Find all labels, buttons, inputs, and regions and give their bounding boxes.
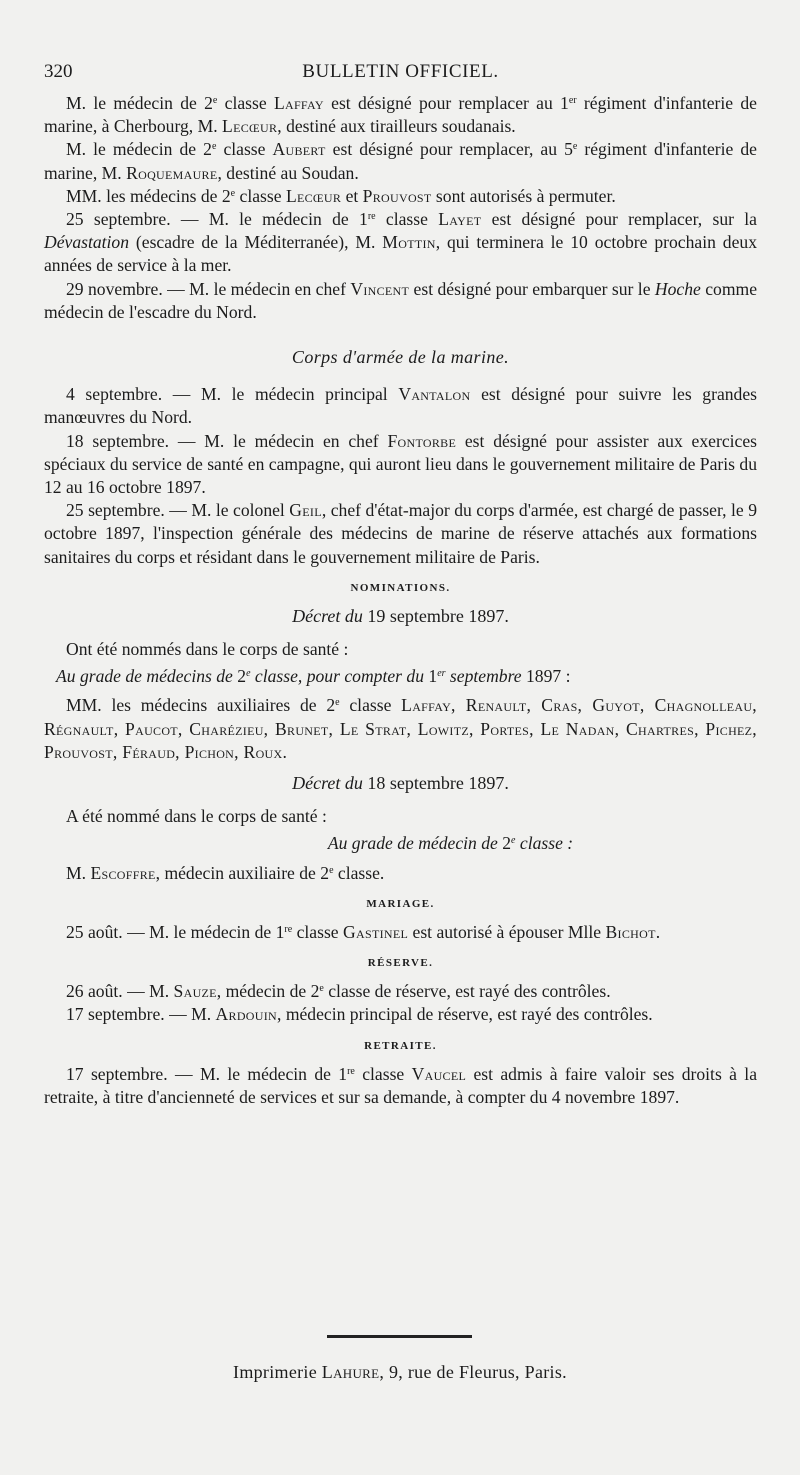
section-title-corps: Corps d'armée de la marine. bbox=[291, 347, 510, 368]
running-head bbox=[44, 60, 757, 90]
paragraph-vincent: 29 novembre. — M. le médecin en chef Vincent est désigné pour embarquer sur le Hoche comme médecin de l'escadre du Nord. bbox=[44, 278, 758, 322]
paragraph-vantalon: 4 septembre. — M. le médecin principal Vantalon est désigné pour suivre les grandes manœuvres du Nord. bbox=[44, 384, 757, 428]
heading-retraite: RETRAITE. bbox=[364, 1039, 437, 1052]
paragraph-layet: 25 septembre. — M. le médecin de 1re classe Layet est désigné pour remplacer, sur la Dévastation (escadre de la Méditerranée), M. Mottin, qui terminera le 10 octobre prochain deux années de service à la mer. bbox=[44, 209, 757, 276]
paragraph-sauze: 26 août. — M. Sauze, médecin de 2e classe de réserve, est rayé des contrôles. bbox=[66, 981, 611, 1002]
heading-nominations: NOMINATIONS. bbox=[350, 581, 451, 594]
paragraph-geil: 25 septembre. — M. le colonel Geil, chef d'état-major du corps d'armée, est chargé de passer, le 9 octobre 1897, l'inspection générale des médecins de marine de réserve attachés aux formations sanitaires du corps et résidant dans le gouvernement militaire de Paris. bbox=[44, 500, 757, 567]
running-title: BULLETIN OFFICIEL. bbox=[302, 61, 499, 82]
paragraph-ont-ete-nommes: Ont été nommés dans le corps de santé : bbox=[66, 639, 349, 660]
page-body bbox=[44, 60, 757, 1109]
page-number: 320 bbox=[44, 61, 73, 82]
paragraph-aubert: M. le médecin de 2e classe Aubert est désigné pour remplacer, au 5e régiment d'infanterie de marine, M. Roquemaure, destiné au Soudan. bbox=[44, 139, 757, 183]
paragraph-gastinel: 25 août. — M. le médecin de 1re classe Gastinel est autorisé à épouser Mlle Bichot. bbox=[66, 921, 661, 942]
paragraph-vaucel: 17 septembre. — M. le médecin de 1re classe Vaucel est admis à faire valoir ses droits à la retraite, à titre d'ancienneté de services et sur sa demande, à compter du 4 novembre 1897. bbox=[44, 1063, 757, 1107]
footer-rule bbox=[327, 1335, 472, 1338]
paragraph-fontorbe: 18 septembre. — M. le médecin en chef Fontorbe est désigné pour assister aux exercices spéciaux du service de santé en campagne, qui auront lieu dans le gouvernement militaire de Paris du 12 au 16 octobre 1897. bbox=[44, 430, 757, 498]
paragraph-ardouin: 17 septembre. — M. Ardouin, médecin principal de réserve, est rayé des contrôles. bbox=[66, 1004, 653, 1025]
grade-medecin-2e-classe: Au grade de médecin de 2e classe : bbox=[327, 833, 574, 854]
heading-reserve: RÉSERVE. bbox=[367, 957, 434, 970]
paragraph-a-ete-nomme: A été nommé dans le corps de santé : bbox=[66, 806, 327, 827]
grade-medecins-2e-classe: Au grade de médecins de 2e classe, pour compter du 1er septembre 1897 : bbox=[56, 666, 571, 687]
paragraph-laffay: M. le médecin de 2e classe Laffay est désigné pour remplacer au 1er régiment d'infanterie de marine, à Cherbourg, M. Lecœur, destiné aux tirailleurs soudanais. bbox=[44, 93, 757, 137]
paragraph-permuter: MM. les médecins de 2e classe Lecœur et Prouvost sont autorisés à permuter. bbox=[66, 185, 616, 206]
decree-19-septembre: Décret du 19 septembre 1897. bbox=[292, 605, 509, 626]
paragraph-escoffre: M. Escoffre, médecin auxiliaire de 2e classe. bbox=[66, 862, 385, 883]
decree-18-septembre: Décret du 18 septembre 1897. bbox=[292, 773, 509, 794]
imprint-line: Imprimerie Lahure, 9, rue de Fleurus, Paris. bbox=[233, 1362, 567, 1382]
heading-mariage: MARIAGE. bbox=[366, 897, 435, 910]
paragraph-medecins-auxiliaires: MM. les médecins auxiliaires de 2e classe Laffay, Renault, Cras, Guyot, Chagnolleau, Régnault, Paucot, Charézieu, Brunet, Le Strat, Lowitz, Portes, Le Nadan, Chartres, Pichez, Prouvost, Féraud, Pichon, Roux. bbox=[44, 695, 757, 762]
